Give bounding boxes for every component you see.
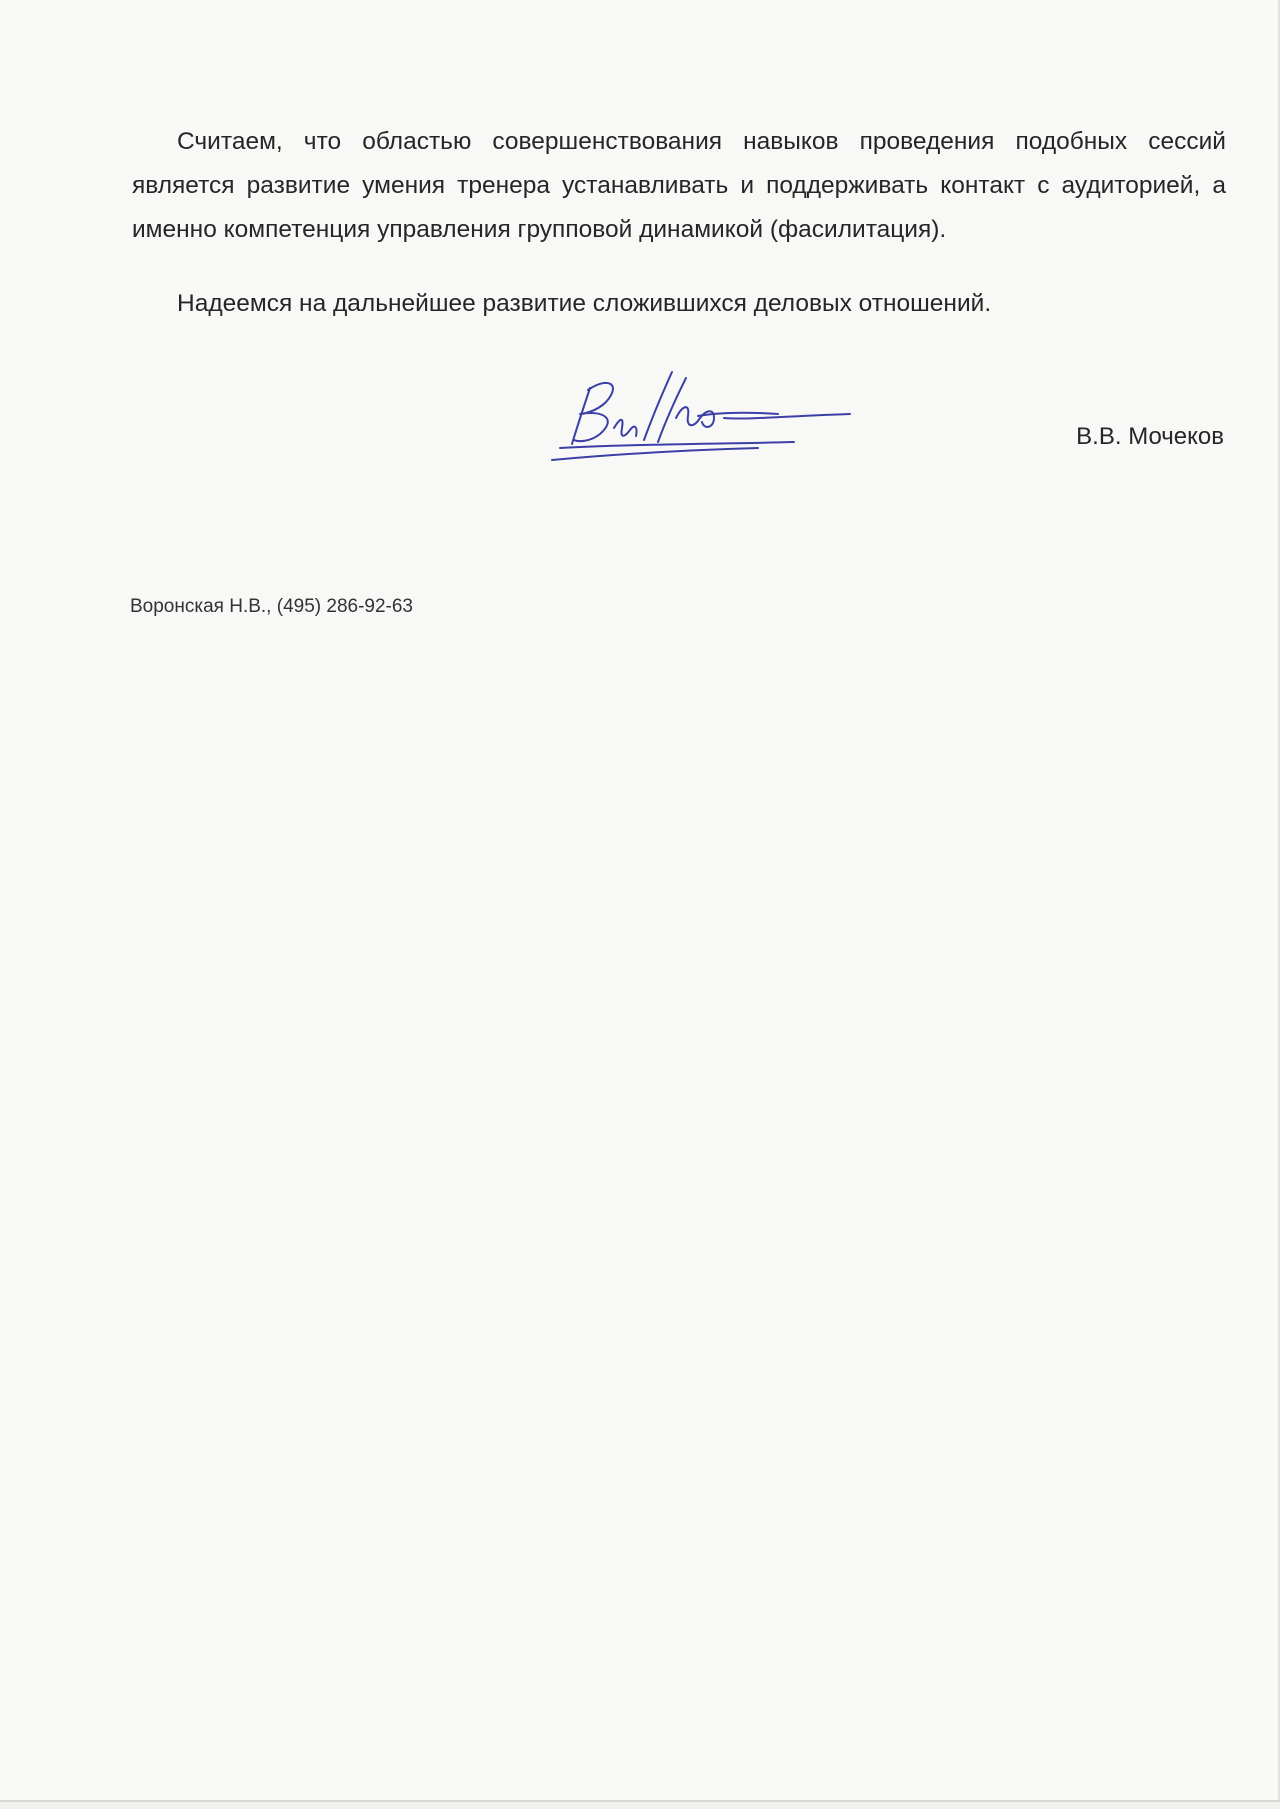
closing-paragraph-assessment: Считаем, что областью совершенствования навыков проведения подобных сессий является развитие умения тренера устанавливать и поддерживать контакт с аудиторией, а именно компетенция управления групповой динамикой (фасилитация). xyxy=(132,128,1226,243)
handwritten-signature xyxy=(548,358,868,466)
closing-paragraph-wishes: Надеемся на дальнейшее развитие сложившихся деловых отношений. xyxy=(177,290,992,317)
signer-name: В.В. Мочеков xyxy=(1076,423,1224,450)
contact-person-phone: Воронская Н.В., (495) 286-92-63 xyxy=(130,596,413,617)
